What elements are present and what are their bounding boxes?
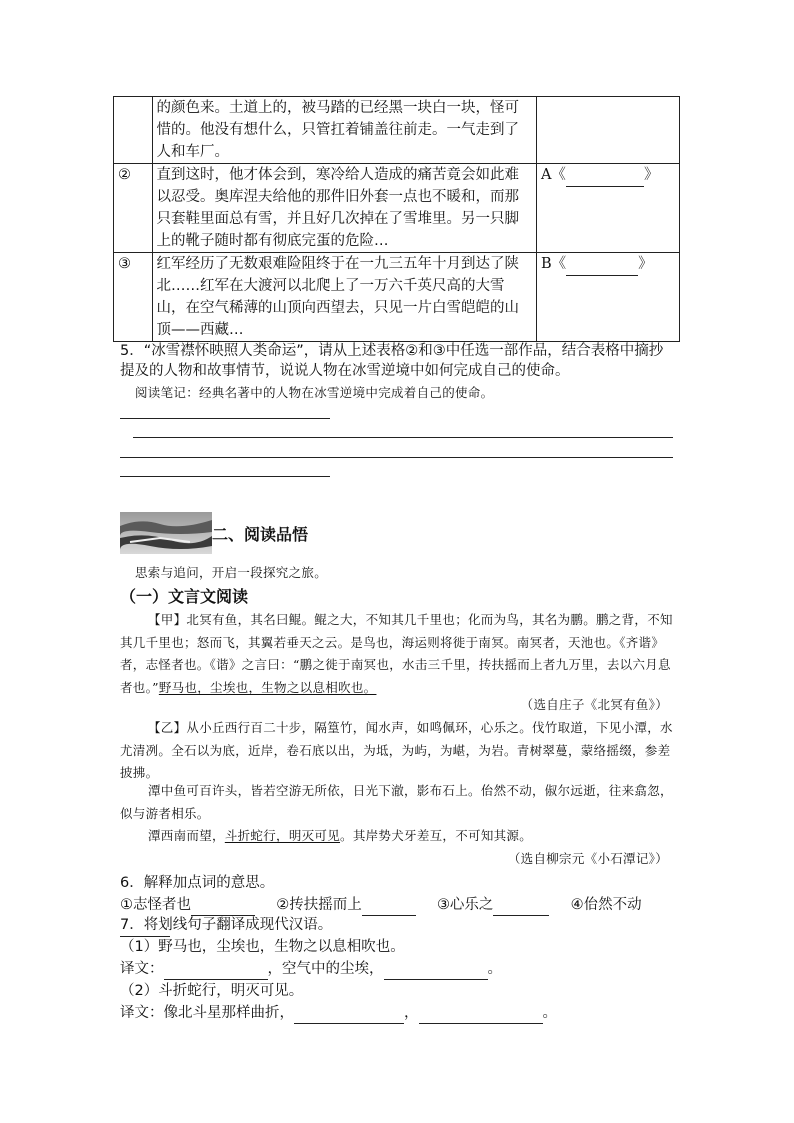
translation-text: ， <box>404 1005 419 1021</box>
q6-item-3: ③心乐之 <box>436 897 494 913</box>
reading-note: 阅读笔记：经典名著中的人物在冰雪逆境中完成着自己的使命。 <box>135 385 494 400</box>
source-jia: （选自庄子《北冥有鱼》） <box>520 697 668 712</box>
passage-text: 从小丘西行百二十步，隔篁竹，闻水声，如鸣佩环，心乐之。伐竹取道，下见小潭，水尤清冽。全石以为底，近岸，卷石底以出，为坻，为屿，为嵁，为岩。青树翠蔓，蒙络摇缀，参差披拂。 <box>120 720 673 780</box>
q6-blank-3[interactable] <box>493 895 549 916</box>
translation-label: 译文： <box>120 961 164 977</box>
question-7: 7．将划线句子翻译成现代汉语。 <box>120 917 333 933</box>
translation-blank-1a[interactable] <box>164 959 268 980</box>
subsection-title: （一）文言文阅读 <box>120 587 249 606</box>
question-5: 5．“冰雪襟怀映照人类命运”，请从上述表格②和③中任选一部作品，结合表格中摘抄提及的人物和故事情节，说说人物在冰雪逆境中如何完成自己的使命。 <box>120 343 664 379</box>
translation-blank-2b[interactable] <box>419 1003 543 1024</box>
section-intro: 思索与追问，开启一段探究之旅。 <box>135 565 328 580</box>
book-title-blank-b[interactable] <box>566 253 638 276</box>
works-table <box>113 96 680 342</box>
section-title: 二、阅读品悟 <box>212 525 309 544</box>
translation-text: ，空气中的尘埃， <box>267 961 384 977</box>
excerpt-cell: 的颜色来。土道上的，被马踏的已经黑一块白一块，怪可惜的。他没有想什么，只管扛着铺盖往前走。一气走到了人和车厂。 <box>152 97 536 164</box>
q7-sentence-1: （1）野马也，尘埃也，生物之以息相吹也。 <box>120 939 405 955</box>
passage-text: 潭西南而望， <box>148 828 225 843</box>
passage-yi-p2: 潭中鱼可百许头，皆若空游无所依，日光下澈，影布石上。佁然不动，俶尔远逝，往来翕忽，似与游者相乐。 <box>120 783 673 821</box>
answer-line[interactable] <box>120 418 330 419</box>
passage-text: 北冥有鱼，其名曰鲲。鲲之大，不知其几千里也；化而为鸟，其名为鹏。鹏之背，不知其几千里也；怒而飞，其翼若垂天之云。是鸟也，海运则将徙于南冥。南冥者，天池也。《齐谐》者，志怪者也。《谐》之言曰：“鹏之徙于南冥也，水击三千里，抟扶摇而上者九万里，去以六月息者也。” <box>120 612 673 695</box>
row-number: ② <box>114 164 153 253</box>
answer-suffix: 》 <box>638 256 653 272</box>
row-number: ③ <box>114 253 153 342</box>
source-yi: （选自柳宗元《小石潭记》） <box>507 851 668 866</box>
q7-sentence-2: （2）斗折蛇行，明灭可见。 <box>120 983 304 999</box>
passage-text: 。其岸势犬牙差互，不可知其源。 <box>340 828 533 843</box>
passage-yi-p1 <box>120 717 673 785</box>
answer-cell-a <box>536 164 679 253</box>
question-6: 6．解释加点词的意思。 <box>120 875 275 891</box>
q6-blank-2[interactable] <box>362 895 416 916</box>
passage-jia <box>120 609 673 699</box>
translation-end: 。 <box>487 961 502 977</box>
translation-end: 。 <box>542 1005 557 1021</box>
q7-translation-1 <box>120 959 502 980</box>
passage-yi-p3 <box>120 825 673 848</box>
table-row <box>114 97 680 164</box>
passage-label: 【乙】 <box>148 720 187 735</box>
underlined-sentence-1: 野马也，尘埃也，生物之以息相吹也。 <box>158 679 377 695</box>
answer-line[interactable] <box>120 457 673 458</box>
excerpt-cell: 直到这时，他才体会到，寒冷给人造成的痛苦竟会如此难以忍受。奥库涅夫给他的那件旧外套一点也不暖和，而那只套鞋里面总有雪，并且好几次掉在了雪堆里。另一只脚上的靴子随时都有彻底完蛋的危险… <box>152 164 536 253</box>
table-row <box>114 253 680 342</box>
q6-item-2: ②抟扶摇而上 <box>276 897 362 913</box>
translation-blank-1b[interactable] <box>384 959 488 980</box>
translation-label: 译文：像北斗星那样曲折， <box>120 1005 294 1021</box>
q7-translation-2 <box>120 1003 557 1024</box>
translation-blank-2a[interactable] <box>294 1003 404 1024</box>
row-number <box>114 97 153 164</box>
q6-item-4: ④佁然不动 <box>570 897 642 913</box>
q6-item-1: ①志怪者也 <box>120 897 191 913</box>
q6-blank-1[interactable] <box>191 895 255 916</box>
section-banner-image <box>120 512 212 554</box>
book-title-blank-a[interactable] <box>566 164 644 187</box>
answer-line[interactable] <box>133 437 673 438</box>
passage-label: 【甲】 <box>148 612 187 627</box>
answer-cell <box>536 97 679 164</box>
answer-suffix: 》 <box>643 167 659 183</box>
answer-cell-b <box>536 253 679 342</box>
underlined-sentence-2: 斗折蛇行，明灭可见 <box>224 828 341 843</box>
answer-prefix: A《 <box>540 167 566 183</box>
excerpt-cell: 红军经历了无数艰难险阻终于在一九三五年十月到达了陕北……红军在大渡河以北爬上了一万六千英尺高的大雪山，在空气稀薄的山顶向西望去，只见一片白雪皑皑的山顶——西藏… <box>152 253 536 342</box>
answer-prefix: B《 <box>540 256 567 272</box>
answer-line[interactable] <box>120 476 330 477</box>
table-row <box>114 164 680 253</box>
